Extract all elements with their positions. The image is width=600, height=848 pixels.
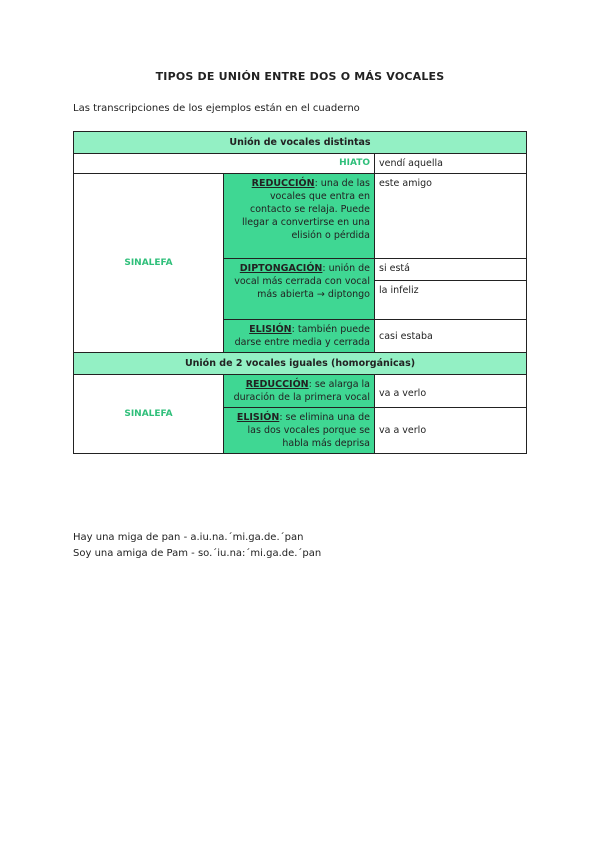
elision-cell-2	[224, 408, 375, 454]
reduccion-term-1: REDUCCIÓN	[251, 178, 315, 189]
footer-line-1: Hay una miga de pan - a.iu.na.´mi.ga.de.´pan	[73, 532, 304, 543]
elision-example-2: va a verlo	[375, 408, 527, 454]
footer-line-2: Soy una amiga de Pam - so.´iu.na:´mi.ga.de.´pan	[73, 548, 322, 559]
elision-text-1: : también puede darse entre media y cerrada	[234, 324, 370, 348]
elision-term-1: ELISIÓN	[249, 324, 292, 335]
reduccion-example-2: va a verlo	[375, 375, 527, 408]
page-subtitle: Las transcripciones de los ejemplos están en el cuaderno	[73, 103, 360, 114]
reduccion-term-2: REDUCCIÓN	[245, 379, 309, 390]
section-header-equal: Unión de 2 vocales iguales (homorgánicas)	[74, 353, 527, 375]
reduccion-cell-2	[224, 375, 375, 408]
elision-text-2: : se elimina una de las dos vocales porque se habla más deprisa	[247, 412, 370, 449]
reduccion-cell-1	[224, 174, 375, 259]
diptongacion-example-1: si está	[375, 259, 527, 281]
hiato-label: HIATO	[74, 154, 375, 174]
section-header-distinct: Unión de vocales distintas	[74, 132, 527, 154]
sinalefa-label-1: SINALEFA	[74, 174, 224, 353]
diptongacion-term: DIPTONGACIÓN	[239, 263, 323, 274]
elision-term-2: ELISIÓN	[236, 412, 280, 423]
page-title: TIPOS DE UNIÓN ENTRE DOS O MÁS VOCALES	[155, 70, 445, 83]
reduccion-text-2: : se alarga la duración de la primera vocal	[233, 379, 370, 403]
elision-example-1: casi estaba	[375, 320, 527, 353]
diptongacion-cell	[224, 259, 375, 320]
diptongacion-text: : unión de vocal más cerrada con vocal más abierta → diptongo	[234, 263, 370, 300]
hiato-example: vendí aquella	[375, 154, 527, 174]
sinalefa-label-2: SINALEFA	[74, 375, 224, 454]
reduccion-text-1: : una de las vocales que entra en contacto se relaja. Puede llegar a convertirse en una elisión o pérdida	[241, 178, 370, 241]
reduccion-example-1: este amigo	[375, 174, 527, 259]
diptongacion-example-2: la infeliz	[375, 281, 527, 320]
elision-cell-1	[224, 320, 375, 353]
vowel-union-table	[73, 131, 527, 454]
